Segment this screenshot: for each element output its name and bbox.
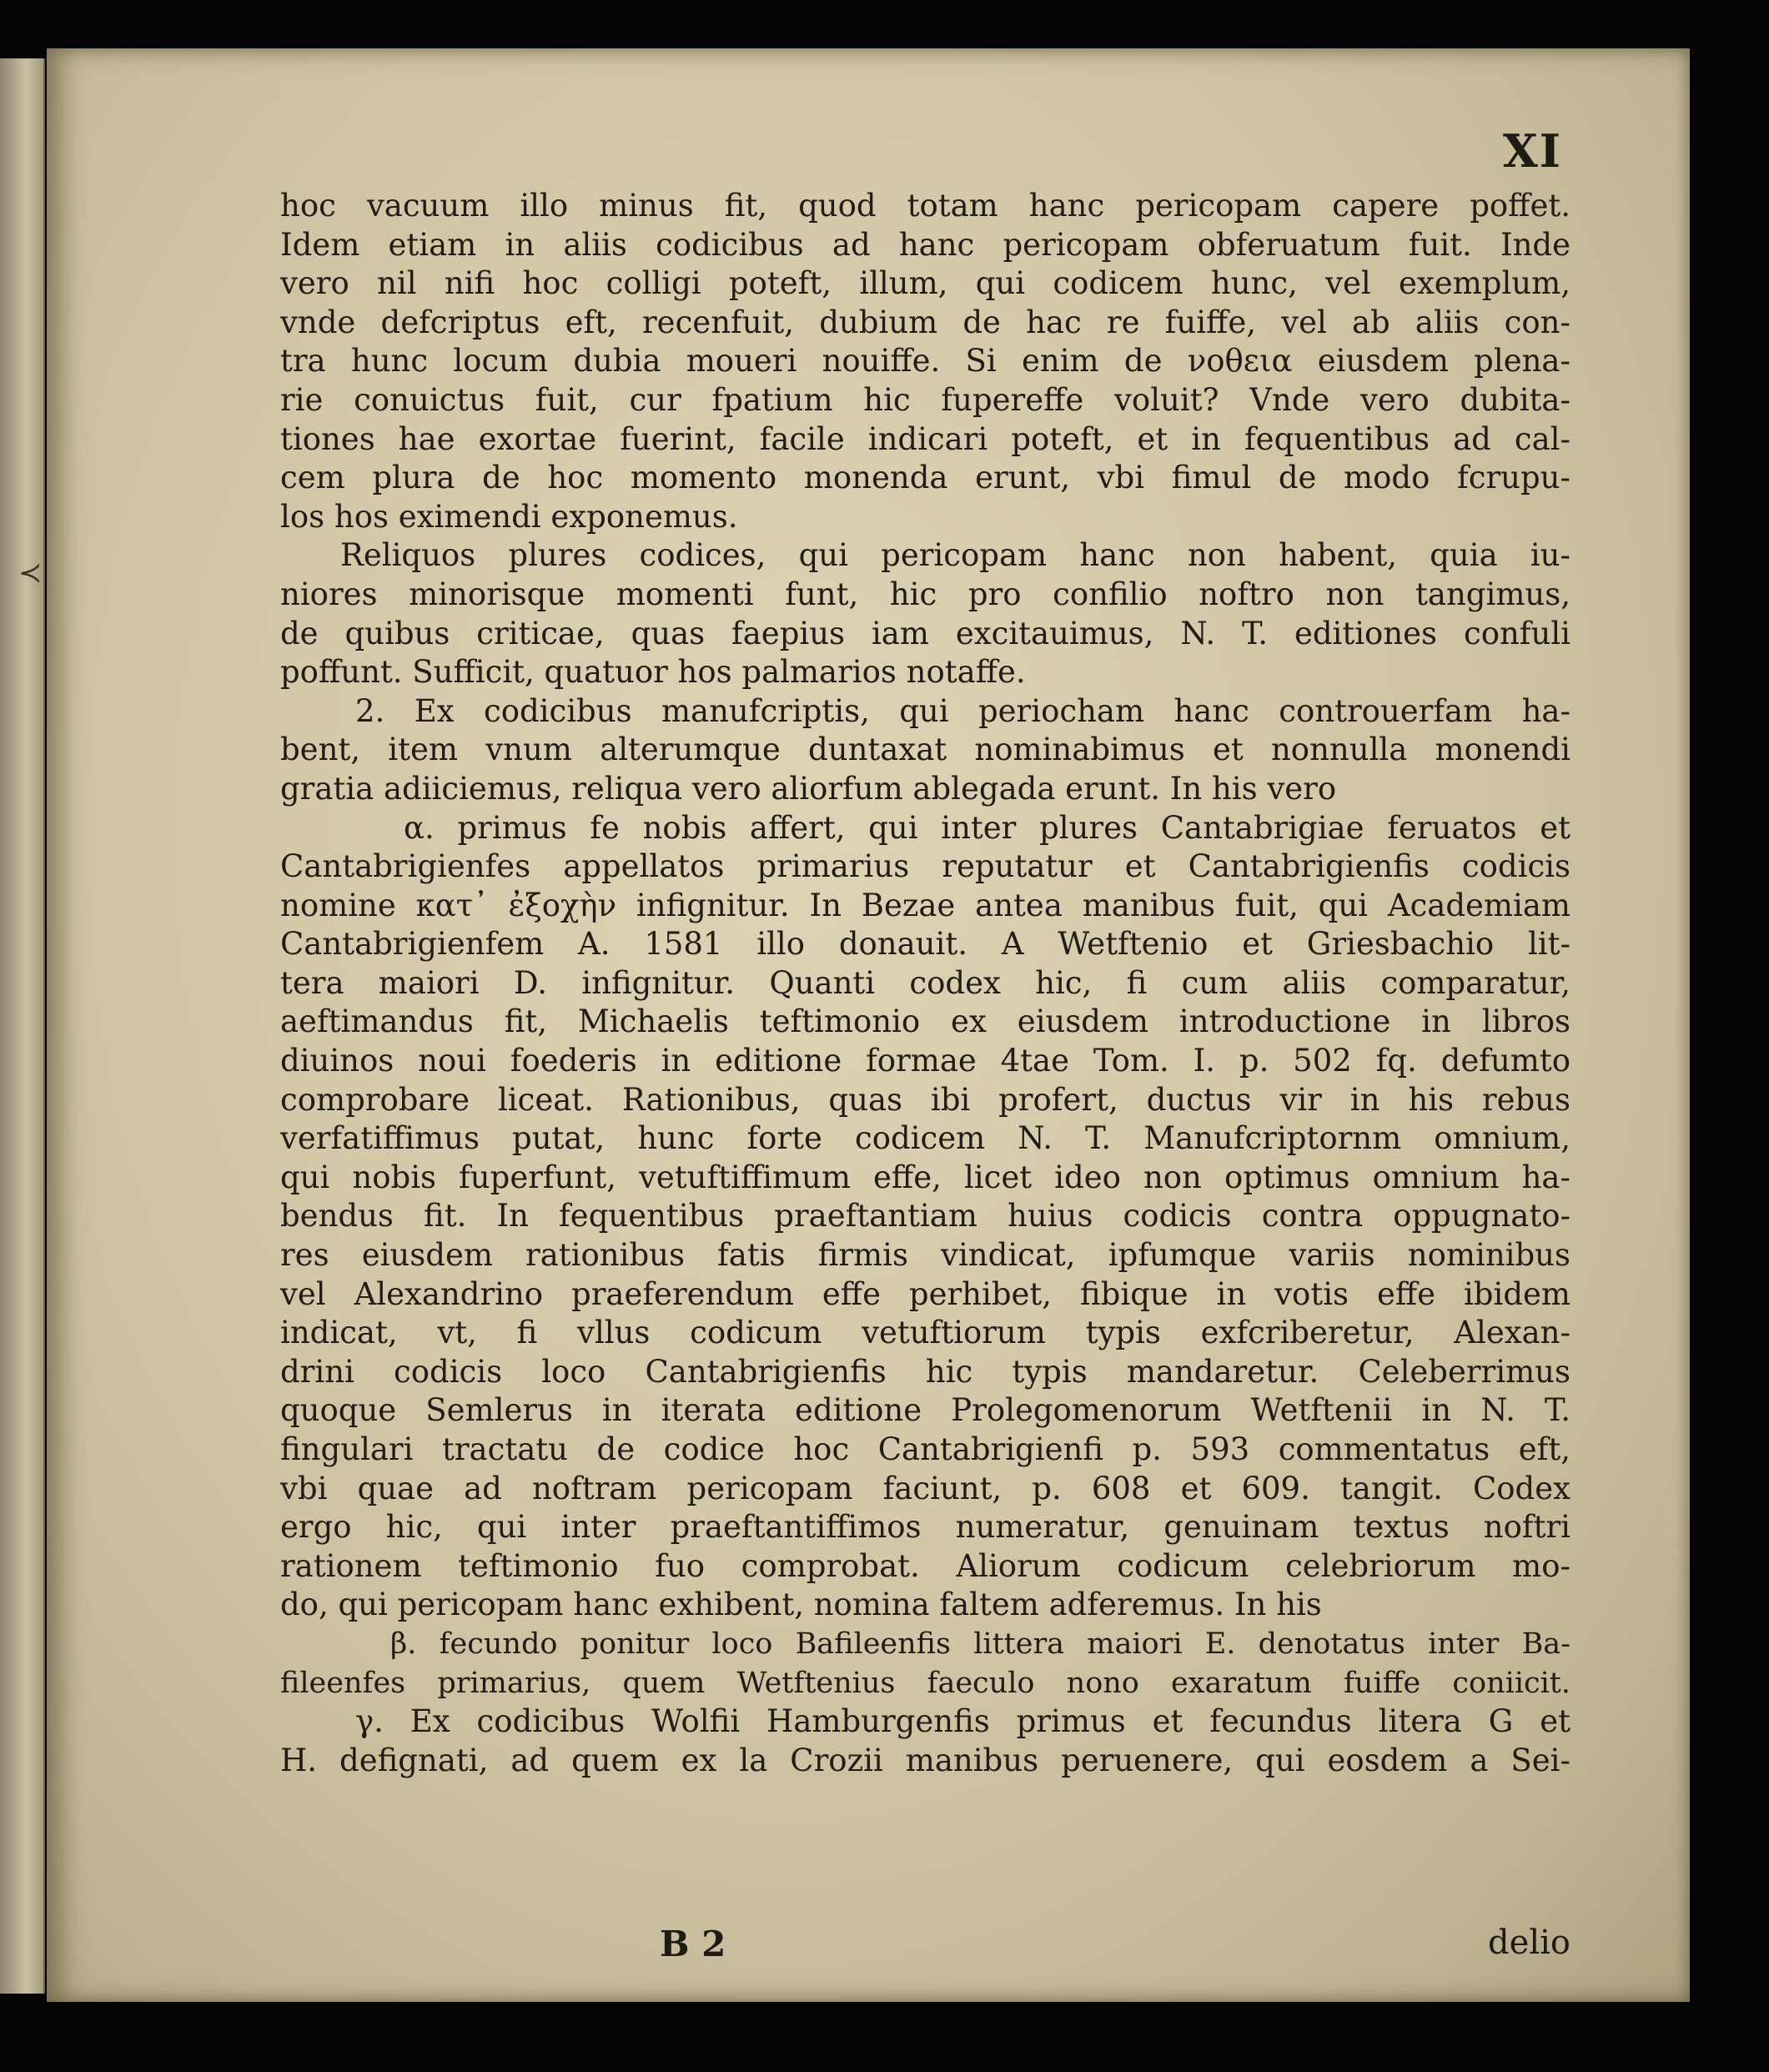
text-line: Reliquos plures codices, qui pericopam hanc non habent, quia iu- xyxy=(340,537,1570,574)
text-line: qui nobis fuperfunt, vetuftiffimum effe, licet ideo non optimus omnium ha- xyxy=(280,1159,1570,1195)
text-line: fingulari tractatu de codice hoc Cantabrigienfi p. 593 commentatus eft, xyxy=(280,1431,1570,1467)
text-line: nomine κατ᾽ ἐξοχὴν infignitur. In Bezae antea manibus fuit, qui Academiam xyxy=(280,887,1570,923)
text-line: Cantabrigienfes appellatos primarius reputatur et Cantabrigienfis codicis xyxy=(280,848,1570,885)
text-line: aeftimandus fit, Michaelis teftimonio ex eiusdem introductione in libros xyxy=(280,1003,1570,1040)
text-line: drini codicis loco Cantabrigienfis hic typis mandaretur. Celeberrimus xyxy=(280,1353,1570,1390)
text-line: tera maiori D. infignitur. Quanti codex hic, fi cum aliis comparatur, xyxy=(280,964,1570,1001)
text-line: niores minorisque momenti funt, hic pro confilio noftro non tangimus, xyxy=(280,576,1570,612)
catchword: delio xyxy=(1488,1924,1570,1962)
text-line: rationem teftimonio fuo comprobat. Aliorum codicum celebriorum mo- xyxy=(280,1547,1570,1584)
text-line: vbi quae ad noftram pericopam faciunt, p. 608 et 609. tangit. Codex xyxy=(280,1470,1570,1506)
text-line: do, qui pericopam hanc exhibent, nomina faltem adferemus. In his xyxy=(280,1587,1322,1623)
text-line: bendus fit. In fequentibus praeftantiam huius codicis contra oppugnato- xyxy=(280,1198,1570,1235)
text-line: gratia adiiciemus, reliqua vero aliorfum ablegada erunt. In his vero xyxy=(280,770,1337,807)
text-line: hoc vacuum illo minus fit, quod totam hanc pericopam capere poffet. xyxy=(280,188,1570,224)
text-line: vero nil nifi hoc colligi poteft, illum, qui codicem hunc, vel exemplum, xyxy=(280,265,1570,302)
text-line: res eiusdem rationibus fatis firmis vindicat, ipfumque variis nominibus xyxy=(280,1237,1570,1274)
text-line: ergo hic, qui inter praeftantiffimos numeratur, genuinam textus noftri xyxy=(280,1509,1570,1546)
text-line: poffunt. Sufficit, quatuor hos palmarios notaffe. xyxy=(280,654,1026,691)
text-line: tiones hae exortae fuerint, facile indicari poteft, et in fequentibus ad cal- xyxy=(280,420,1570,457)
text-line: Idem etiam in aliis codicibus ad hanc pericopam obferuatum fuit. Inde xyxy=(280,226,1570,263)
text-line: fileenfes primarius, quem Wetftenius faeculo nono exaratum fuiffe coniicit. xyxy=(280,1666,1570,1700)
text-line: comprobare liceat. Rationibus, quas ibi profert, ductus vir in his rebus xyxy=(280,1081,1570,1118)
text-line: Cantabrigienfem A. 1581 illo donauit. A Wetftenio et Griesbachio lit- xyxy=(280,926,1570,963)
text-line: de quibus criticae, quas faepius iam excitauimus, N. T. editiones confuli xyxy=(280,615,1570,651)
text-line: β. fecundo ponitur loco Bafileenfis littera maiori E. denotatus inter Ba- xyxy=(390,1627,1570,1661)
text-line: α. primus fe nobis affert, qui inter plures Cantabrigiae feruatos et xyxy=(404,809,1570,846)
previous-page-mark: ≺ xyxy=(18,556,43,590)
text-line: H. defignati, ad quem ex la Crozii manibus peruenere, qui eosdem a Sei- xyxy=(280,1742,1570,1778)
text-line: vel Alexandrino praeferendum effe perhibet, fibique in votis effe ibidem xyxy=(280,1275,1570,1312)
text-line: diuinos noui foederis in editione formae 4tae Tom. I. p. 502 fq. defumto xyxy=(280,1043,1570,1079)
text-line: rie conuictus fuit, cur fpatium hic fupereffe voluit? Vnde vero dubita- xyxy=(280,381,1570,418)
text-line: γ. Ex codicibus Wolfii Hamburgenfis primus et fecundus litera G et xyxy=(355,1703,1570,1740)
text-line: tra hunc locum dubia moueri nouiffe. Si enim de νοθεια eiusdem plena- xyxy=(280,343,1570,380)
text-line: 2. Ex codicibus manufcriptis, qui periocham hanc controuerfam ha- xyxy=(355,692,1570,729)
previous-page-edge xyxy=(0,58,45,1994)
text-line: quoque Semlerus in iterata editione Prolegomenorum Wetftenii in N. T. xyxy=(280,1392,1570,1429)
page-number: XI xyxy=(1502,124,1562,178)
text-line: los hos eximendi exponemus. xyxy=(280,498,738,535)
text-line: verfatiffimus putat, hunc forte codicem N. T. Manufcriptornm omnium, xyxy=(280,1120,1570,1157)
signature-mark: B 2 xyxy=(660,1924,726,1964)
text-line: cem plura de hoc momento monenda erunt, vbi fimul de modo fcrupu- xyxy=(280,460,1570,496)
text-line: indicat, vt, fi vllus codicum vetuftiorum typis exfcriberetur, Alexan- xyxy=(280,1315,1570,1351)
text-line: vnde defcriptus eft, recenfuit, dubium de hac re fuiffe, vel ab aliis con- xyxy=(280,304,1570,340)
body-text xyxy=(280,187,1570,1780)
book-page xyxy=(47,48,1690,2002)
text-line: bent, item vnum alterumque duntaxat nominabimus et nonnulla monendi xyxy=(280,732,1570,768)
